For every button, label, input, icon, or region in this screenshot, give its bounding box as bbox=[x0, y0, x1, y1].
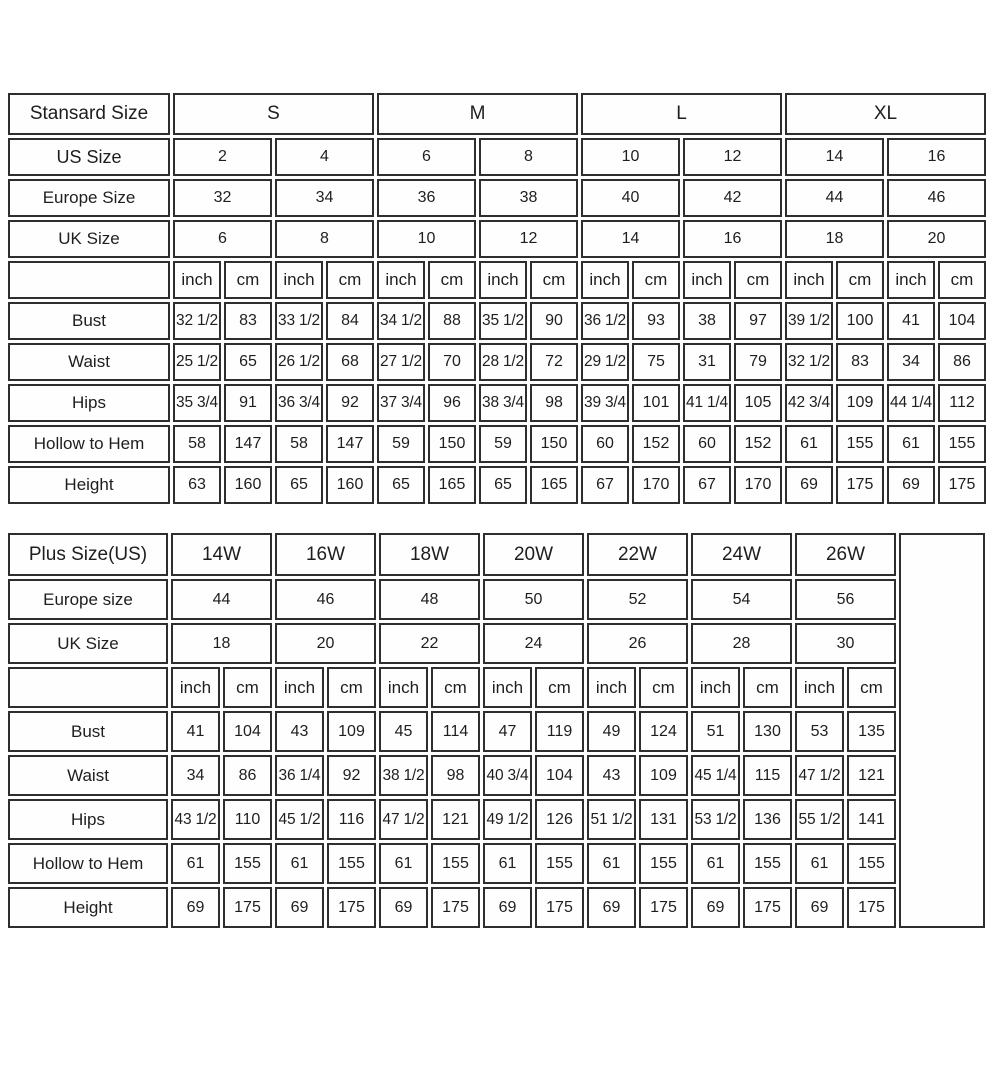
measurement-value-cell: 175 bbox=[836, 466, 884, 504]
measurement-value-cell: 91 bbox=[224, 384, 272, 422]
measurement-value-cell: 69 bbox=[587, 887, 636, 928]
measurement-value-cell: 61 bbox=[483, 843, 532, 884]
size-value-cell: 24 bbox=[483, 623, 584, 664]
measurement-value-cell: 29 1/2 bbox=[581, 343, 629, 381]
size-chart-page bbox=[0, 90, 1000, 1090]
measurement-value-cell: 155 bbox=[223, 843, 272, 884]
size-value-cell: 28 bbox=[691, 623, 792, 664]
measurement-value-cell: 130 bbox=[743, 711, 792, 752]
size-value-cell: 14 bbox=[785, 138, 884, 176]
measurement-value-cell: 47 1/2 bbox=[795, 755, 844, 796]
measurement-value-cell: 53 bbox=[795, 711, 844, 752]
measurement-value-cell: 67 bbox=[683, 466, 731, 504]
measurement-value-cell: 79 bbox=[734, 343, 782, 381]
measurement-value-cell: 25 1/2 bbox=[173, 343, 221, 381]
size-value-cell: 38 bbox=[479, 179, 578, 217]
size-group-row bbox=[8, 533, 985, 576]
size-group-header: 22W bbox=[587, 533, 688, 576]
measurement-value-cell: 69 bbox=[691, 887, 740, 928]
measurement-value-cell: 34 bbox=[887, 343, 935, 381]
row-label: Europe Size bbox=[8, 179, 170, 217]
measurement-value-cell: 175 bbox=[847, 887, 896, 928]
measurement-value-cell: 135 bbox=[847, 711, 896, 752]
measurement-value-cell: 124 bbox=[639, 711, 688, 752]
measurement-value-cell: 84 bbox=[326, 302, 374, 340]
size-value-cell: 2 bbox=[173, 138, 272, 176]
row-label: Hollow to Hem bbox=[8, 843, 168, 884]
measurement-value-cell: 141 bbox=[847, 799, 896, 840]
size-value-cell: 14 bbox=[581, 220, 680, 258]
measurement-value-cell: 26 1/2 bbox=[275, 343, 323, 381]
row-label: Hollow to Hem bbox=[8, 425, 170, 463]
measurement-value-cell: 152 bbox=[632, 425, 680, 463]
measurement-value-cell: 69 bbox=[171, 887, 220, 928]
size-value-cell: 4 bbox=[275, 138, 374, 176]
size-value-cell: 44 bbox=[171, 579, 272, 620]
measurement-value-cell: 165 bbox=[428, 466, 476, 504]
unit-header-cell: inch bbox=[581, 261, 629, 299]
measurement-value-cell: 61 bbox=[795, 843, 844, 884]
size-value-cell: 22 bbox=[379, 623, 480, 664]
measurement-row bbox=[8, 799, 985, 840]
measurement-value-cell: 47 bbox=[483, 711, 532, 752]
corner-label: Plus Size(US) bbox=[8, 533, 168, 576]
measurement-value-cell: 119 bbox=[535, 711, 584, 752]
measurement-value-cell: 112 bbox=[938, 384, 986, 422]
measurement-value-cell: 155 bbox=[431, 843, 480, 884]
measurement-row bbox=[8, 384, 986, 422]
measurement-value-cell: 155 bbox=[938, 425, 986, 463]
measurement-value-cell: 47 1/2 bbox=[379, 799, 428, 840]
measurement-value-cell: 43 1/2 bbox=[171, 799, 220, 840]
size-header-row bbox=[8, 623, 985, 664]
measurement-value-cell: 42 3/4 bbox=[785, 384, 833, 422]
unit-header-row bbox=[8, 261, 986, 299]
unit-header-cell: inch bbox=[887, 261, 935, 299]
measurement-value-cell: 58 bbox=[173, 425, 221, 463]
size-value-cell: 54 bbox=[691, 579, 792, 620]
measurement-value-cell: 27 1/2 bbox=[377, 343, 425, 381]
measurement-value-cell: 101 bbox=[632, 384, 680, 422]
measurement-value-cell: 147 bbox=[326, 425, 374, 463]
row-label: Hips bbox=[8, 384, 170, 422]
size-group-header: 18W bbox=[379, 533, 480, 576]
measurement-value-cell: 100 bbox=[836, 302, 884, 340]
size-group-header: XL bbox=[785, 93, 986, 135]
measurement-value-cell: 155 bbox=[639, 843, 688, 884]
measurement-value-cell: 35 1/2 bbox=[479, 302, 527, 340]
row-label: UK Size bbox=[8, 220, 170, 258]
size-value-cell: 34 bbox=[275, 179, 374, 217]
measurement-value-cell: 51 1/2 bbox=[587, 799, 636, 840]
size-value-cell: 18 bbox=[785, 220, 884, 258]
measurement-value-cell: 121 bbox=[431, 799, 480, 840]
unit-header-cell: cm bbox=[327, 667, 376, 708]
size-group-header: L bbox=[581, 93, 782, 135]
unit-header-cell: cm bbox=[734, 261, 782, 299]
measurement-value-cell: 121 bbox=[847, 755, 896, 796]
measurement-value-cell: 31 bbox=[683, 343, 731, 381]
measurement-value-cell: 70 bbox=[428, 343, 476, 381]
measurement-value-cell: 160 bbox=[326, 466, 374, 504]
size-header-row bbox=[8, 220, 986, 258]
measurement-value-cell: 115 bbox=[743, 755, 792, 796]
measurement-value-cell: 36 1/4 bbox=[275, 755, 324, 796]
measurement-value-cell: 155 bbox=[836, 425, 884, 463]
measurement-value-cell: 109 bbox=[639, 755, 688, 796]
unit-header-cell: inch bbox=[683, 261, 731, 299]
measurement-value-cell: 59 bbox=[377, 425, 425, 463]
measurement-value-cell: 83 bbox=[224, 302, 272, 340]
measurement-value-cell: 37 3/4 bbox=[377, 384, 425, 422]
measurement-value-cell: 60 bbox=[683, 425, 731, 463]
size-value-cell: 12 bbox=[479, 220, 578, 258]
measurement-value-cell: 83 bbox=[836, 343, 884, 381]
measurement-value-cell: 53 1/2 bbox=[691, 799, 740, 840]
measurement-value-cell: 38 bbox=[683, 302, 731, 340]
measurement-value-cell: 175 bbox=[938, 466, 986, 504]
measurement-value-cell: 97 bbox=[734, 302, 782, 340]
measurement-value-cell: 43 bbox=[587, 755, 636, 796]
measurement-value-cell: 36 3/4 bbox=[275, 384, 323, 422]
size-header-row bbox=[8, 179, 986, 217]
size-header-row bbox=[8, 138, 986, 176]
size-value-cell: 6 bbox=[173, 220, 272, 258]
size-group-header: 26W bbox=[795, 533, 896, 576]
unit-header-cell: inch bbox=[275, 261, 323, 299]
measurement-value-cell: 175 bbox=[639, 887, 688, 928]
size-value-cell: 56 bbox=[795, 579, 896, 620]
size-value-cell: 10 bbox=[581, 138, 680, 176]
measurement-value-cell: 61 bbox=[887, 425, 935, 463]
measurement-value-cell: 69 bbox=[785, 466, 833, 504]
size-value-cell: 20 bbox=[275, 623, 376, 664]
size-value-cell: 12 bbox=[683, 138, 782, 176]
unit-header-cell: cm bbox=[224, 261, 272, 299]
measurement-value-cell: 98 bbox=[530, 384, 578, 422]
unit-header-cell: cm bbox=[836, 261, 884, 299]
unit-header-cell: inch bbox=[795, 667, 844, 708]
measurement-value-cell: 175 bbox=[535, 887, 584, 928]
measurement-value-cell: 34 1/2 bbox=[377, 302, 425, 340]
measurement-value-cell: 61 bbox=[587, 843, 636, 884]
measurement-value-cell: 39 1/2 bbox=[785, 302, 833, 340]
measurement-row bbox=[8, 755, 985, 796]
measurement-row bbox=[8, 711, 985, 752]
measurement-value-cell: 136 bbox=[743, 799, 792, 840]
measurement-value-cell: 109 bbox=[327, 711, 376, 752]
measurement-value-cell: 55 1/2 bbox=[795, 799, 844, 840]
measurement-row bbox=[8, 887, 985, 928]
measurement-value-cell: 33 1/2 bbox=[275, 302, 323, 340]
measurement-value-cell: 104 bbox=[938, 302, 986, 340]
measurement-value-cell: 58 bbox=[275, 425, 323, 463]
measurement-value-cell: 155 bbox=[327, 843, 376, 884]
size-group-header: S bbox=[173, 93, 374, 135]
measurement-value-cell: 38 3/4 bbox=[479, 384, 527, 422]
measurement-value-cell: 65 bbox=[479, 466, 527, 504]
measurement-value-cell: 175 bbox=[431, 887, 480, 928]
size-value-cell: 16 bbox=[683, 220, 782, 258]
size-value-cell: 52 bbox=[587, 579, 688, 620]
measurement-value-cell: 40 3/4 bbox=[483, 755, 532, 796]
measurement-value-cell: 65 bbox=[377, 466, 425, 504]
measurement-value-cell: 175 bbox=[327, 887, 376, 928]
measurement-row bbox=[8, 343, 986, 381]
measurement-row bbox=[8, 466, 986, 504]
measurement-value-cell: 32 1/2 bbox=[173, 302, 221, 340]
measurement-value-cell: 105 bbox=[734, 384, 782, 422]
size-value-cell: 36 bbox=[377, 179, 476, 217]
row-label: Bust bbox=[8, 711, 168, 752]
size-value-cell: 8 bbox=[275, 220, 374, 258]
measurement-value-cell: 86 bbox=[223, 755, 272, 796]
measurement-value-cell: 61 bbox=[785, 425, 833, 463]
row-label: Waist bbox=[8, 343, 170, 381]
row-label: Europe size bbox=[8, 579, 168, 620]
measurement-value-cell: 28 1/2 bbox=[479, 343, 527, 381]
unit-header-cell: cm bbox=[326, 261, 374, 299]
size-value-cell: 26 bbox=[587, 623, 688, 664]
measurement-value-cell: 43 bbox=[275, 711, 324, 752]
measurement-value-cell: 69 bbox=[379, 887, 428, 928]
size-group-header: 24W bbox=[691, 533, 792, 576]
unit-header-cell: inch bbox=[379, 667, 428, 708]
measurement-value-cell: 61 bbox=[379, 843, 428, 884]
size-group-header: M bbox=[377, 93, 578, 135]
measurement-value-cell: 44 1/4 bbox=[887, 384, 935, 422]
unit-header-cell: cm bbox=[535, 667, 584, 708]
corner-label: Stansard Size bbox=[8, 93, 170, 135]
measurement-row bbox=[8, 425, 986, 463]
size-value-cell: 48 bbox=[379, 579, 480, 620]
measurement-value-cell: 147 bbox=[224, 425, 272, 463]
measurement-value-cell: 61 bbox=[691, 843, 740, 884]
measurement-value-cell: 63 bbox=[173, 466, 221, 504]
measurement-value-cell: 59 bbox=[479, 425, 527, 463]
unit-header-cell: inch bbox=[785, 261, 833, 299]
size-value-cell: 8 bbox=[479, 138, 578, 176]
measurement-value-cell: 98 bbox=[431, 755, 480, 796]
measurement-row bbox=[8, 302, 986, 340]
measurement-value-cell: 155 bbox=[743, 843, 792, 884]
measurement-value-cell: 116 bbox=[327, 799, 376, 840]
measurement-value-cell: 104 bbox=[223, 711, 272, 752]
size-value-cell: 42 bbox=[683, 179, 782, 217]
measurement-value-cell: 69 bbox=[275, 887, 324, 928]
measurement-value-cell: 155 bbox=[535, 843, 584, 884]
unit-header-row bbox=[8, 667, 985, 708]
measurement-value-cell: 92 bbox=[326, 384, 374, 422]
measurement-value-cell: 34 bbox=[171, 755, 220, 796]
unit-header-cell: cm bbox=[530, 261, 578, 299]
measurement-value-cell: 165 bbox=[530, 466, 578, 504]
size-value-cell: 40 bbox=[581, 179, 680, 217]
unit-header-cell: cm bbox=[639, 667, 688, 708]
measurement-value-cell: 61 bbox=[171, 843, 220, 884]
measurement-value-cell: 39 3/4 bbox=[581, 384, 629, 422]
measurement-value-cell: 110 bbox=[223, 799, 272, 840]
size-header-row bbox=[8, 579, 985, 620]
measurement-value-cell: 175 bbox=[743, 887, 792, 928]
measurement-value-cell: 68 bbox=[326, 343, 374, 381]
row-label: Bust bbox=[8, 302, 170, 340]
size-value-cell: 32 bbox=[173, 179, 272, 217]
size-value-cell: 50 bbox=[483, 579, 584, 620]
row-label: US Size bbox=[8, 138, 170, 176]
measurement-value-cell: 49 bbox=[587, 711, 636, 752]
size-group-header: 14W bbox=[171, 533, 272, 576]
measurement-value-cell: 65 bbox=[224, 343, 272, 381]
size-value-cell: 46 bbox=[275, 579, 376, 620]
row-label: Height bbox=[8, 887, 168, 928]
measurement-value-cell: 36 1/2 bbox=[581, 302, 629, 340]
size-value-cell: 46 bbox=[887, 179, 986, 217]
measurement-value-cell: 67 bbox=[581, 466, 629, 504]
measurement-value-cell: 45 bbox=[379, 711, 428, 752]
unit-header-cell: cm bbox=[847, 667, 896, 708]
unit-header-cell: inch bbox=[173, 261, 221, 299]
standard-size-table bbox=[5, 90, 989, 507]
unit-header-cell: inch bbox=[483, 667, 532, 708]
measurement-value-cell: 152 bbox=[734, 425, 782, 463]
trailing-empty-cell bbox=[899, 533, 985, 928]
measurement-value-cell: 41 1/4 bbox=[683, 384, 731, 422]
measurement-value-cell: 51 bbox=[691, 711, 740, 752]
unit-header-cell: inch bbox=[691, 667, 740, 708]
row-label: Waist bbox=[8, 755, 168, 796]
empty-corner-cell bbox=[8, 667, 168, 708]
measurement-value-cell: 150 bbox=[530, 425, 578, 463]
unit-header-cell: inch bbox=[377, 261, 425, 299]
unit-header-cell: cm bbox=[938, 261, 986, 299]
measurement-value-cell: 45 1/4 bbox=[691, 755, 740, 796]
measurement-value-cell: 69 bbox=[887, 466, 935, 504]
measurement-row bbox=[8, 843, 985, 884]
row-label: Hips bbox=[8, 799, 168, 840]
measurement-value-cell: 65 bbox=[275, 466, 323, 504]
measurement-value-cell: 72 bbox=[530, 343, 578, 381]
measurement-value-cell: 104 bbox=[535, 755, 584, 796]
unit-header-cell: inch bbox=[275, 667, 324, 708]
size-value-cell: 30 bbox=[795, 623, 896, 664]
measurement-value-cell: 90 bbox=[530, 302, 578, 340]
size-value-cell: 44 bbox=[785, 179, 884, 217]
unit-header-cell: cm bbox=[428, 261, 476, 299]
measurement-value-cell: 86 bbox=[938, 343, 986, 381]
empty-corner-cell bbox=[8, 261, 170, 299]
measurement-value-cell: 160 bbox=[224, 466, 272, 504]
measurement-value-cell: 35 3/4 bbox=[173, 384, 221, 422]
size-group-header: 16W bbox=[275, 533, 376, 576]
measurement-value-cell: 32 1/2 bbox=[785, 343, 833, 381]
measurement-value-cell: 69 bbox=[483, 887, 532, 928]
size-value-cell: 18 bbox=[171, 623, 272, 664]
row-label: UK Size bbox=[8, 623, 168, 664]
measurement-value-cell: 96 bbox=[428, 384, 476, 422]
measurement-value-cell: 60 bbox=[581, 425, 629, 463]
measurement-value-cell: 170 bbox=[734, 466, 782, 504]
measurement-value-cell: 61 bbox=[275, 843, 324, 884]
unit-header-cell: inch bbox=[587, 667, 636, 708]
measurement-value-cell: 41 bbox=[887, 302, 935, 340]
measurement-value-cell: 170 bbox=[632, 466, 680, 504]
measurement-value-cell: 75 bbox=[632, 343, 680, 381]
unit-header-cell: cm bbox=[223, 667, 272, 708]
unit-header-cell: cm bbox=[743, 667, 792, 708]
measurement-value-cell: 109 bbox=[836, 384, 884, 422]
measurement-value-cell: 114 bbox=[431, 711, 480, 752]
measurement-value-cell: 93 bbox=[632, 302, 680, 340]
size-value-cell: 10 bbox=[377, 220, 476, 258]
size-value-cell: 6 bbox=[377, 138, 476, 176]
unit-header-cell: inch bbox=[171, 667, 220, 708]
measurement-value-cell: 155 bbox=[847, 843, 896, 884]
measurement-value-cell: 126 bbox=[535, 799, 584, 840]
measurement-value-cell: 88 bbox=[428, 302, 476, 340]
unit-header-cell: cm bbox=[632, 261, 680, 299]
plus-size-table bbox=[5, 530, 988, 931]
unit-header-cell: cm bbox=[431, 667, 480, 708]
measurement-value-cell: 41 bbox=[171, 711, 220, 752]
measurement-value-cell: 38 1/2 bbox=[379, 755, 428, 796]
measurement-value-cell: 150 bbox=[428, 425, 476, 463]
measurement-value-cell: 92 bbox=[327, 755, 376, 796]
measurement-value-cell: 131 bbox=[639, 799, 688, 840]
measurement-value-cell: 175 bbox=[223, 887, 272, 928]
unit-header-cell: inch bbox=[479, 261, 527, 299]
size-value-cell: 20 bbox=[887, 220, 986, 258]
size-group-header: 20W bbox=[483, 533, 584, 576]
size-group-row bbox=[8, 93, 986, 135]
size-value-cell: 16 bbox=[887, 138, 986, 176]
measurement-value-cell: 69 bbox=[795, 887, 844, 928]
row-label: Height bbox=[8, 466, 170, 504]
measurement-value-cell: 49 1/2 bbox=[483, 799, 532, 840]
measurement-value-cell: 45 1/2 bbox=[275, 799, 324, 840]
